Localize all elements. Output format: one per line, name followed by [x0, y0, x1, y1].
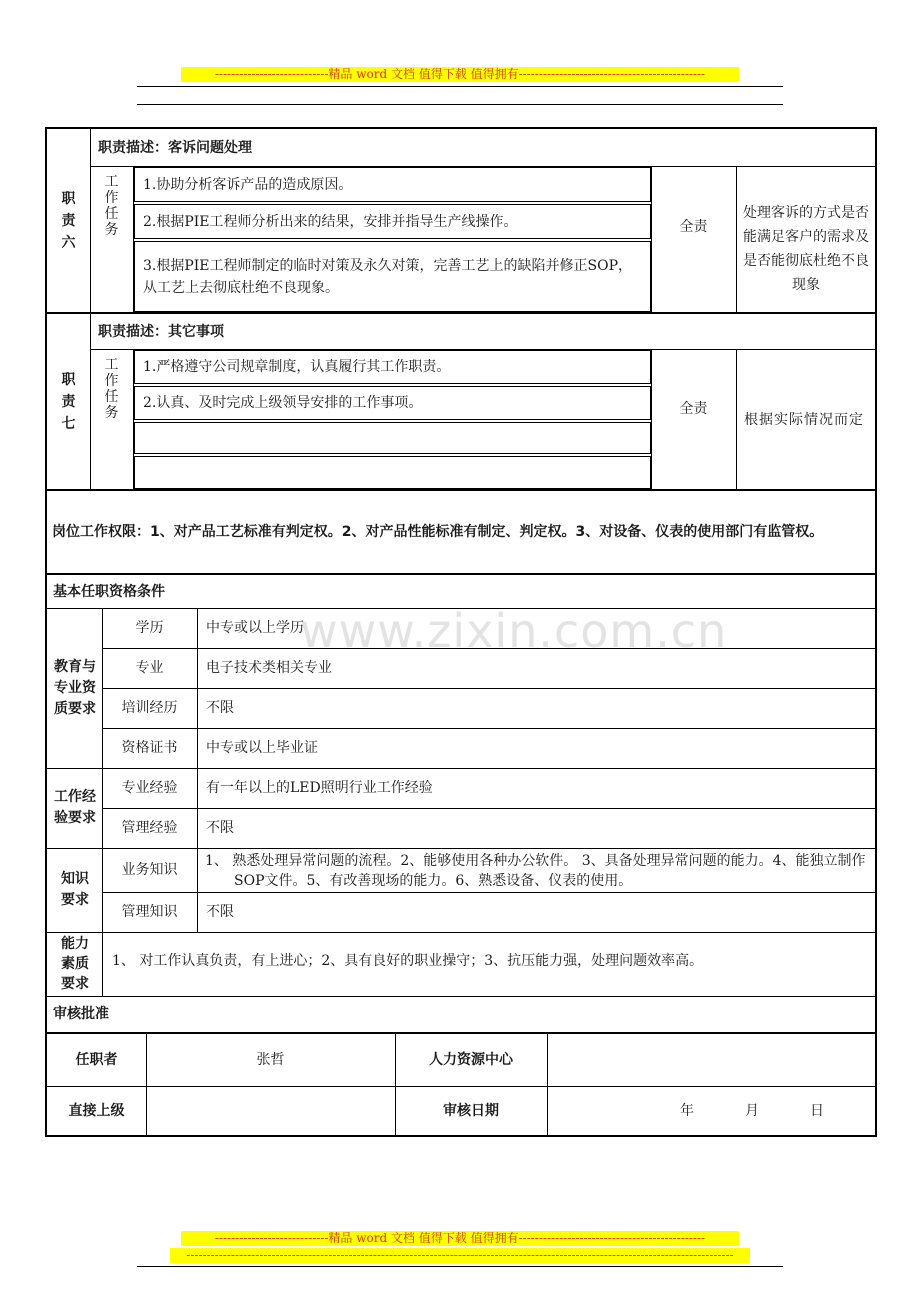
holder-value: 张哲	[256, 1052, 285, 1068]
edu-key-2: 专业	[135, 660, 164, 676]
hr-value	[547, 1034, 875, 1086]
supervisor-value	[146, 1087, 395, 1135]
edu-val-3: 不限	[206, 700, 234, 716]
knowledge-label: 知识要求	[61, 871, 89, 908]
duty7-task-1: 1.严格遵守公司规章制度，认真履行其工作职责。	[134, 350, 651, 384]
edu-val-2: 电子技术类相关专业	[206, 660, 332, 676]
duty7-task-4-empty	[134, 456, 651, 489]
duty6-task-2: 2.根据PIE工程师分析出来的结果，安排并指导生产线操作。	[134, 204, 651, 239]
header-rule	[137, 86, 783, 87]
duty6-description: 职责描述：客诉问题处理	[98, 139, 252, 156]
footer-rule	[137, 1266, 783, 1267]
bottom-banner-dashes: ---------------------------------------------------------------------------------------------------------------------------------------	[170, 1248, 750, 1263]
duty7-responsibility: 全责	[679, 401, 708, 417]
exp-key-1: 专业经验	[121, 780, 178, 796]
edu-key-3: 培训经历	[121, 700, 178, 716]
edu-val-4: 中专或以上毕业证	[206, 740, 318, 756]
approval-title: 审核批准	[53, 1006, 109, 1022]
duty7-task-label: 工 作 任 务	[104, 357, 119, 421]
exp-key-2: 管理经验	[121, 820, 178, 836]
know-key-2: 管理知识	[121, 904, 178, 920]
duty6-task-3: 3.根据PIE工程师制定的临时对策及永久对策，完善工艺上的缺陷并修正SOP，从工艺上去彻底杜绝不良现象。	[134, 241, 651, 312]
duty6-task-1: 1.协助分析客诉产品的造成原因。	[134, 167, 651, 202]
duty7-label: 职 责 七	[61, 371, 76, 432]
hr-label: 人力资源中心	[429, 1052, 513, 1068]
ability-label: 能力素质要求	[61, 936, 89, 992]
duty6-standard: 处理客诉的方式是否能满足客户的需求及是否能彻底杜绝不良现象	[743, 205, 869, 293]
duty7-standard: 根据实际情况而定	[744, 412, 864, 428]
top-banner: ----------------------------精品 word 文档 值得下载 值得拥有----------------------------------------------	[181, 67, 739, 82]
duty7-description: 职责描述：其它事项	[98, 323, 224, 340]
know-val-2: 不限	[206, 904, 234, 920]
edu-key-4: 资格证书	[121, 740, 178, 756]
date-year: 年	[680, 1103, 694, 1119]
duty7-task-2: 2.认真、及时完成上级领导安排的工作事项。	[134, 386, 651, 420]
duty7-task-3-empty	[134, 422, 651, 454]
date-label: 审核日期	[443, 1103, 499, 1119]
exp-val-1: 有一年以上的LED照明行业工作经验	[206, 780, 433, 796]
qualifications-title: 基本任职资格条件	[53, 583, 165, 600]
supervisor-label: 直接上级	[68, 1103, 125, 1119]
edu-val-1: 中专或以上学历	[206, 620, 304, 636]
duty6-task-label: 工 作 任 务	[104, 174, 119, 238]
know-key-1: 业务知识	[121, 862, 178, 878]
holder-label: 任职者	[75, 1052, 118, 1068]
duty6-label: 职 责 六	[61, 190, 76, 251]
education-label: 教育与专业资质要求	[54, 658, 96, 717]
exp-val-2: 不限	[206, 820, 234, 836]
bottom-banner: ----------------------------精品 word 文档 值得下载 值得拥有----------------------------------------------	[181, 1231, 739, 1246]
duty6-responsibility: 全责	[679, 218, 708, 235]
ability-value: 1、 对工作认真负责，有上进心；2、具有良好的职业操守；3、抗压能力强，处理问题效率高。	[112, 953, 704, 969]
job-authority: 岗位工作权限：1、对产品工艺标准有判定权。2、对产品性能标准有制定、判定权。3、对设备、仪表的使用部门有监管权。	[52, 524, 824, 540]
edu-key-1: 学历	[135, 620, 164, 636]
header-rule	[137, 104, 783, 105]
experience-label: 工作经验要求	[54, 789, 96, 826]
watermark: www.zixin.com.cn	[300, 604, 728, 658]
know-val-1: 1、 熟悉处理异常问题的流程。2、能够使用各种办公软件。 3、具备处理异常问题的能力。4、能独立制作SOP文件。5、有改善现场的能力。6、熟悉设备、仪表的使用。	[205, 852, 866, 889]
date-day: 日	[810, 1103, 824, 1119]
date-month: 月	[745, 1103, 759, 1119]
